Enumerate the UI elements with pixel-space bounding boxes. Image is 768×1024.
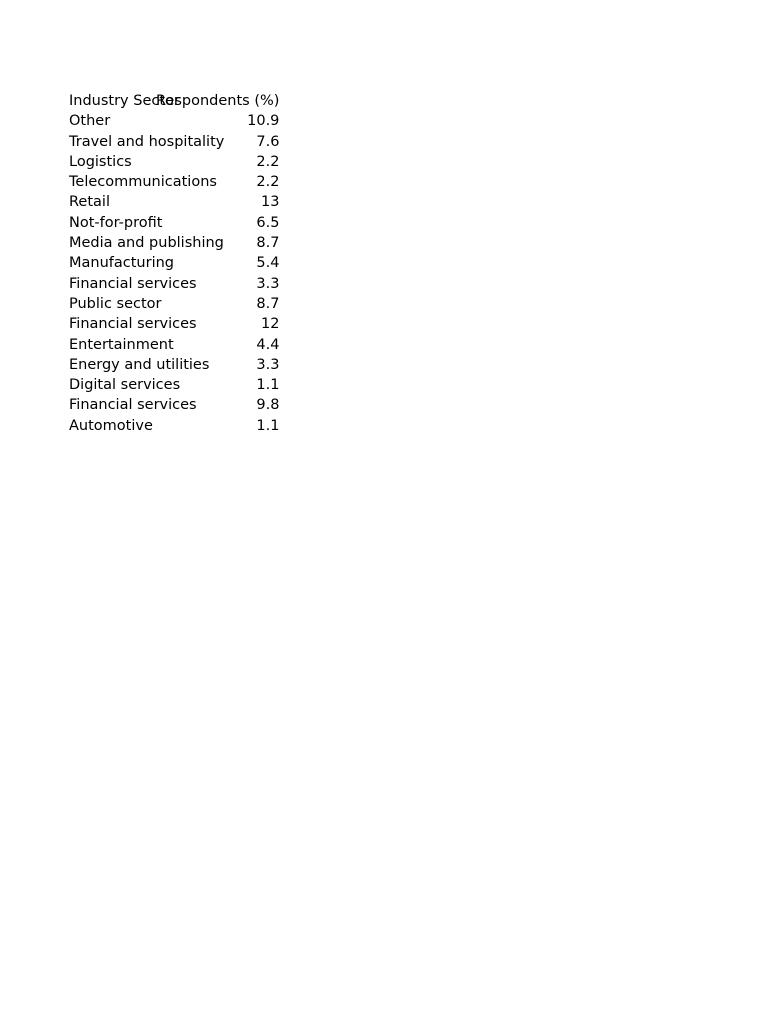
value-cell[interactable]: 12: [260, 316, 280, 333]
value-cell[interactable]: 8.7: [256, 235, 280, 252]
sector-cell[interactable]: Logistics: [69, 153, 132, 170]
value-cell[interactable]: 8.7: [256, 295, 280, 312]
table-row: [69, 253, 279, 273]
sector-cell[interactable]: Public sector: [69, 295, 162, 312]
sector-cell[interactable]: Energy and utilities: [69, 356, 210, 373]
sector-cell[interactable]: Manufacturing: [69, 255, 174, 272]
sector-cell[interactable]: Other: [69, 113, 111, 130]
table-row: [69, 395, 279, 415]
table-row: [69, 416, 279, 436]
sector-cell[interactable]: Entertainment: [69, 336, 174, 353]
sector-cell[interactable]: Automotive: [69, 417, 153, 434]
table-row: [69, 233, 279, 253]
table-row: [69, 192, 279, 212]
table-row: [69, 213, 279, 233]
value-cell[interactable]: 7.6: [256, 133, 280, 150]
header-cell-industry-sector[interactable]: Industry Sector: [69, 93, 180, 109]
spreadsheet-table: [69, 91, 279, 436]
table-row: [69, 172, 279, 192]
value-cell[interactable]: 2.2: [256, 174, 280, 191]
sector-cell[interactable]: Retail: [69, 194, 110, 211]
header-row: [69, 91, 279, 111]
sector-cell[interactable]: Financial services: [69, 397, 197, 414]
table-row: [69, 274, 279, 294]
table-row: [69, 375, 279, 395]
sector-cell[interactable]: Financial services: [69, 316, 197, 333]
table-row: [69, 111, 279, 131]
table-row: [69, 294, 279, 314]
table-row: [69, 314, 279, 334]
value-cell[interactable]: 5.4: [256, 255, 280, 272]
value-cell[interactable]: 1.1: [256, 377, 280, 394]
value-cell[interactable]: 2.2: [256, 153, 280, 170]
sector-cell[interactable]: Not-for-profit: [69, 214, 163, 231]
sector-cell[interactable]: Travel and hospitality: [69, 133, 225, 150]
value-cell[interactable]: 3.3: [256, 275, 280, 292]
header-cell-respondents[interactable]: Respondents (%): [156, 93, 280, 109]
value-cell[interactable]: 13: [260, 194, 280, 211]
value-cell[interactable]: 1.1: [256, 417, 280, 434]
sector-cell[interactable]: Media and publishing: [69, 235, 224, 252]
table-row: [69, 355, 279, 375]
table-row: [69, 132, 279, 152]
value-cell[interactable]: 9.8: [256, 397, 280, 414]
table-row: [69, 152, 279, 172]
sector-cell[interactable]: Digital services: [69, 377, 181, 394]
sector-cell[interactable]: Financial services: [69, 275, 197, 292]
value-cell[interactable]: 3.3: [256, 356, 280, 373]
sector-cell[interactable]: Telecommunications: [69, 174, 217, 191]
value-cell[interactable]: 10.9: [247, 113, 280, 130]
table-row: [69, 335, 279, 355]
value-cell[interactable]: 4.4: [256, 336, 280, 353]
value-cell[interactable]: 6.5: [256, 214, 280, 231]
